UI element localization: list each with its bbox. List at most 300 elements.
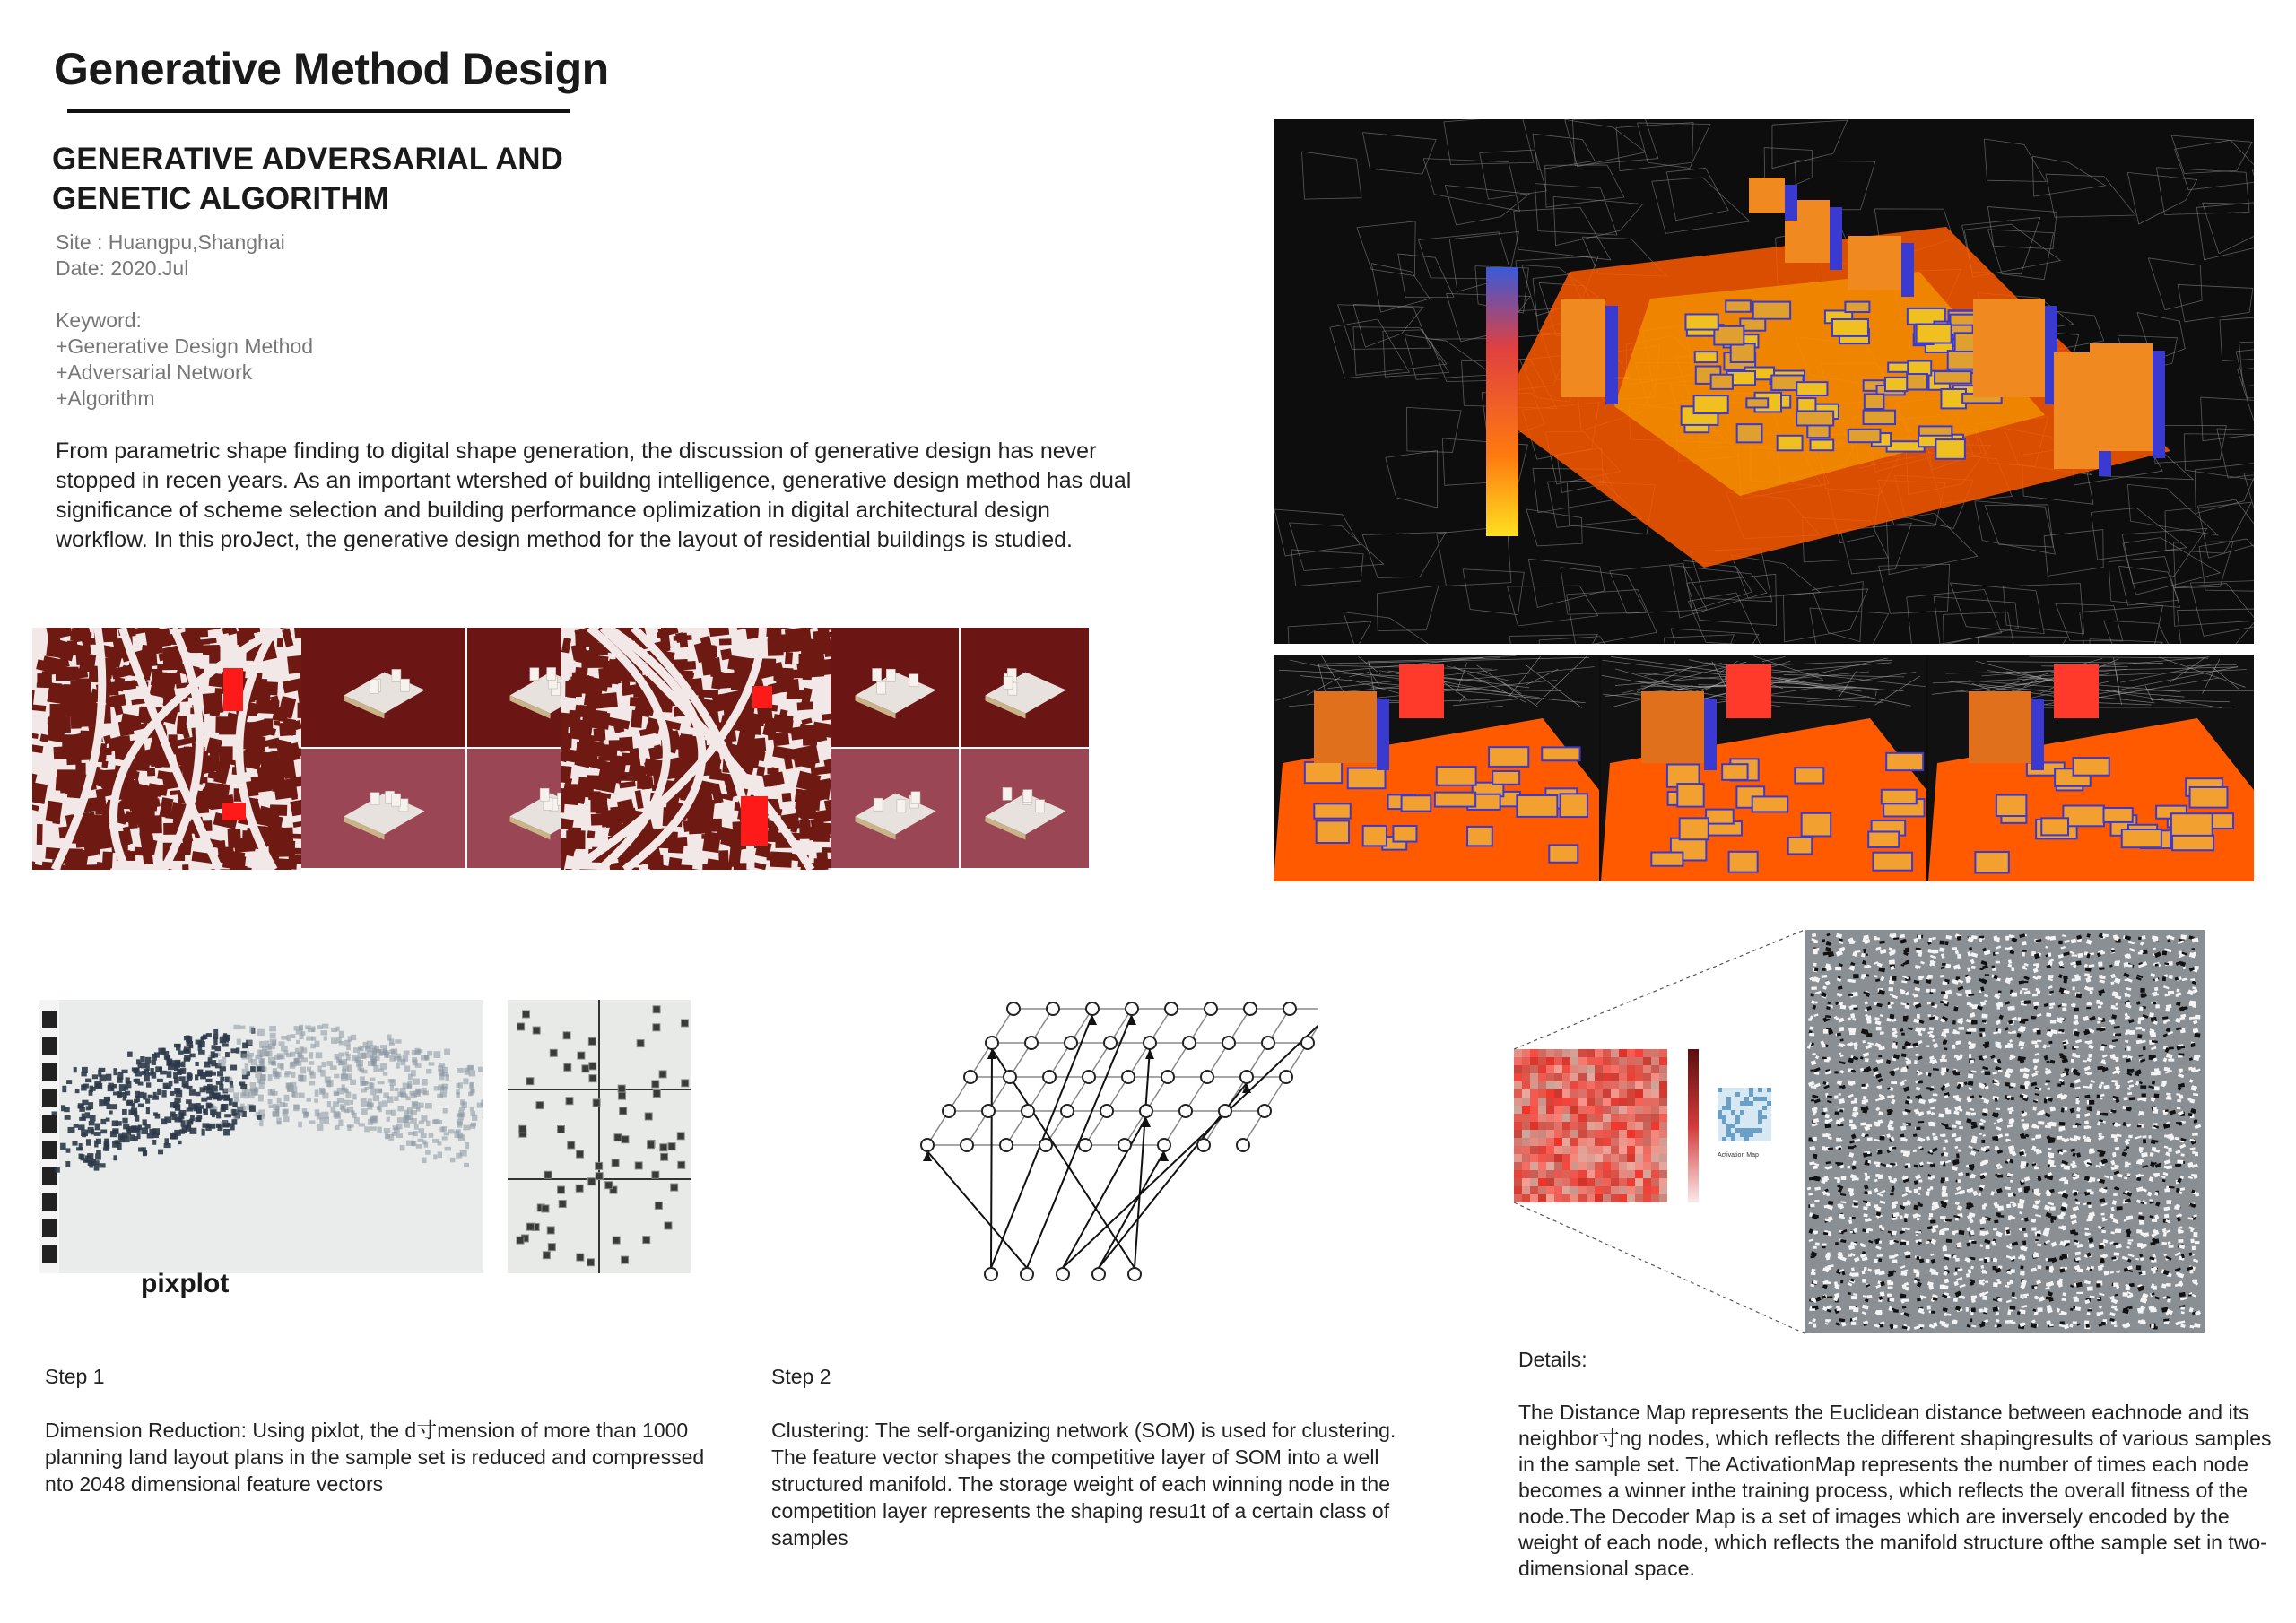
context-outline <box>1666 168 1728 220</box>
decoder-glyph <box>1938 1114 1944 1118</box>
tower-side <box>1830 207 1842 270</box>
image-point <box>661 1153 668 1160</box>
decoder-glyph <box>2126 1173 2130 1176</box>
building-block <box>1864 411 1895 424</box>
decoder-glyph <box>1914 1189 1918 1193</box>
decoder-glyph <box>1971 1020 1978 1025</box>
distance-map-cell <box>1659 1049 1667 1057</box>
image-point <box>339 1041 344 1045</box>
image-point <box>299 1035 303 1039</box>
image-point <box>298 1075 303 1081</box>
image-point <box>374 1056 379 1061</box>
distance-map-cell <box>1611 1049 1619 1057</box>
building-footprint <box>711 676 722 690</box>
decoder-glyph <box>2115 1033 2121 1036</box>
building-footprint <box>822 847 831 853</box>
image-point <box>134 1099 138 1104</box>
image-point <box>195 1062 198 1066</box>
site-text: Site : Huangpu,Shanghai <box>56 230 285 254</box>
activation-map-cell <box>1731 1128 1735 1133</box>
decoder-glyph <box>1814 1001 1818 1003</box>
activation-map-cell <box>1735 1110 1740 1115</box>
decoder-glyph <box>1825 1124 1831 1128</box>
image-point <box>345 1052 349 1056</box>
image-point <box>65 1161 70 1167</box>
image-point <box>448 1129 454 1133</box>
image-point <box>298 1122 302 1128</box>
distance-map-cell <box>1587 1162 1595 1170</box>
input-node <box>1092 1268 1105 1280</box>
context-outline <box>1638 123 1710 168</box>
image-point <box>286 1053 291 1057</box>
activation-map-label: Activation Map <box>1718 1152 1759 1159</box>
building-block <box>1996 795 2026 816</box>
distance-map-cell <box>1635 1154 1643 1162</box>
image-point <box>577 1150 584 1158</box>
activation-map-cell <box>1758 1124 1762 1128</box>
distance-map-cell <box>1530 1186 1538 1194</box>
image-point <box>126 1077 130 1083</box>
activation-map-cell <box>1722 1128 1726 1133</box>
decoder-glyph <box>1808 1137 1812 1141</box>
image-point <box>478 1067 483 1072</box>
building-footprint <box>767 768 778 774</box>
activation-map-cell <box>1758 1097 1762 1101</box>
context-outline <box>1362 532 1446 577</box>
image-point <box>320 1030 327 1035</box>
image-point <box>112 1130 118 1134</box>
distance-map-cell <box>1522 1130 1530 1138</box>
image-point <box>578 1052 585 1059</box>
lattice-node <box>961 1139 973 1151</box>
distance-map-cell <box>1570 1065 1578 1073</box>
decoder-glyph <box>1997 1028 2001 1033</box>
image-point <box>593 1099 600 1107</box>
decoder-glyph <box>1902 1046 1905 1049</box>
building-footprint <box>57 769 78 783</box>
building-block <box>1435 793 1475 807</box>
decoder-glyph <box>2152 935 2157 939</box>
image-point <box>384 1128 390 1133</box>
decoder-glyph <box>2058 941 2063 944</box>
image-point <box>334 1074 339 1079</box>
project-subtitle <box>52 140 680 219</box>
decoder-glyph <box>2126 1146 2129 1148</box>
image-point <box>258 1095 264 1102</box>
building-block <box>1845 302 1869 312</box>
distance-map-cell <box>1651 1154 1659 1162</box>
activation-map-cell <box>1744 1097 1749 1101</box>
distance-map-cell <box>1635 1089 1643 1098</box>
activation-map-cell <box>1753 1088 1758 1092</box>
decoder-glyph <box>2072 978 2078 982</box>
image-point <box>392 1132 397 1136</box>
decoder-glyph <box>2022 1136 2026 1139</box>
distance-map-cell <box>1554 1073 1562 1081</box>
image-point <box>122 1109 127 1115</box>
decoder-glyph <box>2046 1080 2050 1082</box>
distance-map-cell <box>1530 1049 1538 1057</box>
pixplot-cluster-view <box>39 1000 483 1273</box>
image-point <box>424 1055 429 1059</box>
distance-map-cell <box>1595 1114 1603 1122</box>
distance-map-cell <box>1546 1098 1554 1106</box>
distance-map-cell <box>1635 1057 1643 1065</box>
decoder-glyph <box>1943 1042 1946 1045</box>
distance-map-cell <box>1538 1057 1546 1065</box>
building-footprint <box>683 820 701 832</box>
decoder-glyph <box>1996 1003 2003 1007</box>
distance-map-cell <box>1643 1194 1651 1202</box>
image-point <box>220 1066 226 1071</box>
distance-map-cell <box>1619 1114 1627 1122</box>
image-point <box>411 1093 417 1098</box>
building-footprint <box>278 761 289 768</box>
distance-map-cell <box>1611 1194 1619 1202</box>
image-point <box>333 1101 339 1107</box>
activation-map-cell <box>1731 1097 1735 1101</box>
context-outline <box>1386 451 1438 508</box>
image-point <box>368 1119 373 1125</box>
tower <box>1561 299 1605 397</box>
image-point <box>291 1034 296 1038</box>
building-footprint <box>264 681 278 695</box>
image-point <box>152 1054 157 1061</box>
image-point <box>233 1092 239 1098</box>
image-point <box>433 1154 437 1159</box>
image-point <box>559 1201 566 1208</box>
decoder-glyph <box>1822 968 1826 971</box>
building-block <box>1807 425 1829 438</box>
distance-map-cell <box>1514 1089 1522 1098</box>
decoder-glyph <box>2165 1109 2169 1112</box>
image-point <box>331 1028 337 1032</box>
tower <box>1726 664 1771 718</box>
image-point <box>184 1046 191 1053</box>
image-point <box>344 1100 350 1106</box>
distance-map-cell <box>1611 1106 1619 1114</box>
decoder-glyph <box>2195 1119 2198 1122</box>
decoder-glyph <box>2032 994 2038 997</box>
distance-map-cell <box>1651 1178 1659 1186</box>
image-point <box>113 1068 117 1075</box>
context-outline <box>2178 284 2253 321</box>
decoder-glyph <box>1952 1125 1957 1128</box>
decoder-glyph <box>2148 1135 2151 1139</box>
image-point <box>286 1083 292 1090</box>
distance-map-cell <box>1514 1146 1522 1154</box>
decoder-glyph <box>1876 1027 1882 1030</box>
distance-map-cell <box>1570 1154 1578 1162</box>
distance-map-cell <box>1651 1186 1659 1194</box>
distance-map-cell <box>1619 1073 1627 1081</box>
image-point <box>245 1089 250 1095</box>
activation-map-cell <box>1744 1128 1749 1133</box>
distance-activation-decoder-maps <box>1489 928 2251 1341</box>
decoder-glyph <box>1942 1186 1947 1191</box>
distance-map-cell <box>1578 1186 1587 1194</box>
image-point <box>174 1130 181 1136</box>
image-point <box>174 1088 180 1094</box>
decoder-glyph <box>2142 935 2146 940</box>
image-point <box>222 1057 226 1063</box>
decoder-glyph <box>1914 1180 1918 1185</box>
image-point <box>291 1072 295 1078</box>
context-outline <box>1652 178 1750 233</box>
image-point <box>359 1123 365 1126</box>
building-block <box>1907 374 1927 389</box>
image-point <box>397 1117 404 1123</box>
image-point <box>620 1107 627 1115</box>
image-point <box>645 1113 652 1120</box>
image-point <box>167 1071 172 1078</box>
distance-map-cell <box>1659 1081 1667 1089</box>
decoder-glyph <box>2175 1137 2179 1140</box>
decoder-glyph <box>2010 1180 2013 1183</box>
distance-map-cell <box>1546 1162 1554 1170</box>
activation-map-cell <box>1718 1101 1722 1106</box>
decoder-glyph <box>2074 974 2079 978</box>
decoder-glyph <box>1916 948 1921 950</box>
distance-map-cell <box>1562 1130 1570 1138</box>
image-point <box>605 1182 613 1189</box>
image-point <box>196 1115 202 1119</box>
image-point <box>374 1046 379 1053</box>
distance-map-cell <box>1595 1073 1603 1081</box>
page-title: Generative Method Design <box>54 44 609 94</box>
activation-map-cell <box>1731 1119 1735 1124</box>
decoder-glyph <box>1822 1146 1825 1150</box>
building-footprint <box>605 817 620 828</box>
building-footprint <box>37 824 43 845</box>
image-point <box>100 1129 107 1133</box>
image-point <box>205 1079 212 1082</box>
image-point <box>439 1127 444 1133</box>
distance-map-cell <box>1578 1049 1587 1057</box>
distance-map-cell <box>1659 1178 1667 1186</box>
distance-map-cell <box>1522 1186 1530 1194</box>
distance-map-cell <box>1659 1186 1667 1194</box>
decoder-glyph <box>2138 937 2142 940</box>
distance-map-cell <box>1578 1194 1587 1202</box>
decoder-glyph <box>2177 1160 2183 1164</box>
decoder-glyph <box>1890 1193 1893 1196</box>
decoder-glyph <box>1808 1018 1812 1020</box>
distance-map-cell <box>1546 1057 1554 1065</box>
image-point <box>315 1109 319 1116</box>
distance-map-cell <box>1514 1106 1522 1114</box>
context-outline <box>2203 203 2254 254</box>
distance-map-cell <box>1578 1122 1587 1130</box>
image-point <box>182 1126 187 1133</box>
image-point <box>65 1115 71 1120</box>
image-point <box>82 1133 86 1137</box>
distance-map-cell <box>1570 1057 1578 1065</box>
decoder-glyph <box>1954 1006 1959 1011</box>
image-point <box>90 1086 94 1092</box>
decoder-glyph <box>2127 1069 2134 1073</box>
decoder-glyph <box>1959 1126 1963 1129</box>
image-point <box>377 1106 380 1110</box>
lattice-node <box>1205 1002 1217 1015</box>
image-point <box>344 1040 351 1046</box>
activation-map-cell <box>1731 1101 1735 1106</box>
distance-map-cell <box>1570 1106 1578 1114</box>
sidebar-thumb <box>42 1063 57 1081</box>
activation-map-cell <box>1735 1097 1740 1101</box>
image-point <box>450 1158 456 1163</box>
image-point <box>317 1065 321 1072</box>
context-outline <box>1664 635 1734 644</box>
decoder-glyph <box>2179 1122 2182 1125</box>
image-point <box>95 1124 100 1131</box>
decoder-glyph <box>1861 974 1866 978</box>
image-point <box>262 1067 267 1072</box>
image-point <box>350 1100 353 1105</box>
distance-map-cell <box>1595 1154 1603 1162</box>
iso-block <box>400 679 409 691</box>
image-point <box>189 1089 196 1096</box>
distance-map-cell <box>1546 1194 1554 1202</box>
image-point <box>299 1025 303 1031</box>
image-point <box>280 1063 283 1070</box>
distance-map-cell <box>1635 1178 1643 1186</box>
distance-map-cell <box>1514 1178 1522 1186</box>
image-point <box>261 1058 265 1062</box>
building-footprint <box>289 855 301 864</box>
image-point <box>90 1115 96 1121</box>
context-outline <box>1984 139 2046 181</box>
decoder-glyph <box>1888 987 1893 991</box>
image-point <box>118 1092 124 1097</box>
image-point <box>259 1082 265 1089</box>
decoder-glyph <box>1918 976 1923 980</box>
decoder-glyph <box>2090 987 2094 990</box>
distance-map-cell <box>1562 1138 1570 1146</box>
decoder-glyph <box>1866 953 1868 955</box>
distance-map-cell <box>1578 1130 1587 1138</box>
distance-map-cell <box>1570 1170 1578 1178</box>
image-point <box>653 1090 660 1098</box>
tower <box>2054 664 2099 718</box>
decoder-glyph <box>2062 1150 2066 1153</box>
image-point <box>131 1103 135 1108</box>
arrow-head <box>1088 1015 1097 1025</box>
distance-map-cell <box>1562 1065 1570 1073</box>
distance-map-cell <box>1611 1122 1619 1130</box>
decoder-glyph <box>1878 1175 1883 1180</box>
distance-map-cell <box>1619 1154 1627 1162</box>
decoder-glyph <box>2025 1084 2029 1089</box>
lattice-node <box>1004 1071 1016 1083</box>
decoder-glyph <box>1971 966 1976 969</box>
decoder-glyph <box>2124 1097 2128 1100</box>
context-outline <box>1463 569 1524 615</box>
building-footprint <box>139 815 162 833</box>
image-point <box>414 1124 419 1130</box>
input-connection <box>927 1151 1027 1268</box>
decoder-glyph <box>2161 1081 2166 1085</box>
lattice-node <box>1122 1071 1135 1083</box>
activation-map-cell <box>1767 1124 1771 1128</box>
decoder-glyph <box>1839 1109 1843 1112</box>
image-point <box>429 1133 434 1138</box>
distance-map-cell <box>1635 1049 1643 1057</box>
distance-map-cell <box>1554 1065 1562 1073</box>
distance-map-cell <box>1587 1194 1595 1202</box>
activation-map-cell <box>1744 1110 1749 1115</box>
image-point <box>171 1114 177 1120</box>
image-point <box>404 1050 410 1054</box>
activation-map-cell <box>1758 1106 1762 1110</box>
image-point <box>89 1161 93 1167</box>
decoder-glyph <box>1839 1093 1841 1096</box>
building-footprint <box>219 746 232 764</box>
activation-map-cell <box>1762 1119 1767 1124</box>
activation-map-cell <box>1718 1119 1722 1124</box>
distance-map-cell <box>1627 1089 1635 1098</box>
image-point <box>146 1082 151 1087</box>
distance-map-cell <box>1643 1154 1651 1162</box>
building-footprint <box>586 742 599 762</box>
decoder-glyph <box>2057 1136 2063 1140</box>
building-block <box>1729 852 1758 872</box>
distance-map-cell <box>1530 1130 1538 1138</box>
distance-map-cell <box>1619 1057 1627 1065</box>
lattice-node <box>1197 1139 1210 1151</box>
decoder-glyph <box>1952 1020 1956 1024</box>
image-point <box>201 1098 207 1102</box>
distance-map-cell <box>1651 1073 1659 1081</box>
decoder-glyph <box>2109 1020 2113 1022</box>
activation-map-cell <box>1749 1124 1753 1128</box>
distance-map-cell <box>1522 1170 1530 1178</box>
distance-map-cell <box>1530 1106 1538 1114</box>
image-point <box>74 1124 79 1128</box>
decoder-glyph <box>1997 1020 2001 1024</box>
distance-map-cell <box>1643 1178 1651 1186</box>
image-point <box>270 1033 276 1038</box>
distance-map-cell <box>1627 1186 1635 1194</box>
building-block <box>1726 300 1751 311</box>
image-point <box>159 1067 162 1072</box>
decoder-glyph <box>2195 1055 2200 1057</box>
activation-map-cell <box>1735 1115 1740 1119</box>
building-block <box>1885 378 1907 391</box>
distance-map-cell <box>1554 1154 1562 1162</box>
lattice-node <box>1201 1071 1213 1083</box>
image-point <box>311 1026 315 1031</box>
image-point <box>152 1060 156 1065</box>
activation-map-cell <box>1722 1115 1726 1119</box>
decoder-glyph <box>2059 1127 2062 1132</box>
decoder-glyph <box>1918 935 1921 940</box>
distance-map-cell <box>1578 1057 1587 1065</box>
distance-map-cell <box>1522 1154 1530 1162</box>
decoder-glyph <box>1876 937 1880 940</box>
image-point <box>270 1038 277 1045</box>
decoder-glyph <box>2162 950 2167 955</box>
context-outline <box>2109 557 2179 608</box>
distance-map-cell <box>1619 1089 1627 1098</box>
decoder-glyph <box>1813 963 1817 967</box>
distance-map-cell <box>1554 1186 1562 1194</box>
tower-side <box>2031 699 2044 770</box>
distance-map-cell <box>1659 1154 1667 1162</box>
building-footprint <box>63 643 70 656</box>
context-outline <box>1274 509 1360 556</box>
distance-map-cell <box>1595 1146 1603 1154</box>
